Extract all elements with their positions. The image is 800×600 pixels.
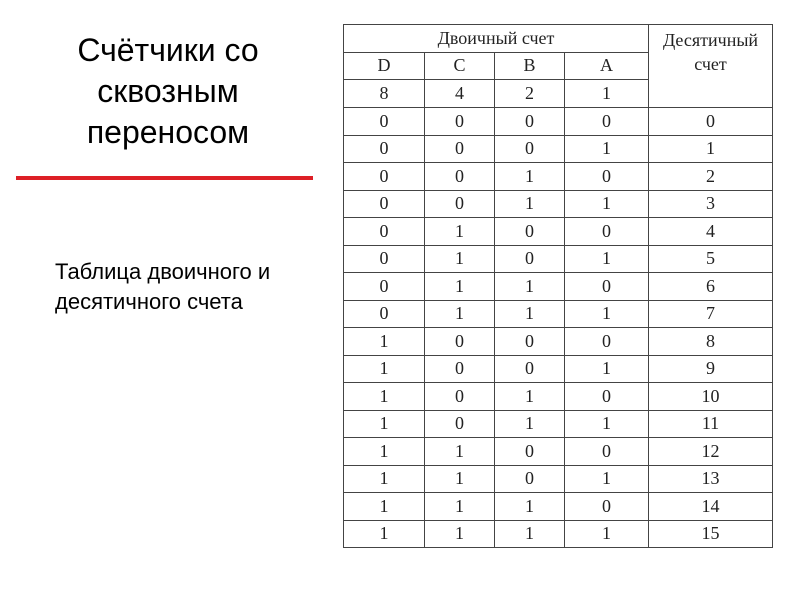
binary-digit-cell: 0 bbox=[565, 108, 649, 136]
slide-caption: Таблица двоичного и десятичного счета bbox=[55, 259, 271, 314]
decimal-value-cell: 2 bbox=[649, 163, 773, 191]
decimal-value-cell: 11 bbox=[649, 410, 773, 438]
bit-weight: 4 bbox=[425, 80, 495, 108]
binary-digit-cell: 1 bbox=[344, 355, 425, 383]
binary-digit-cell: 1 bbox=[565, 465, 649, 493]
binary-digit-cell: 1 bbox=[495, 383, 565, 411]
binary-digit-cell: 0 bbox=[495, 245, 565, 273]
decimal-value-cell: 8 bbox=[649, 328, 773, 356]
bit-column-header: C bbox=[425, 52, 495, 80]
table-row bbox=[344, 218, 773, 246]
table-row bbox=[344, 190, 773, 218]
binary-digit-cell: 1 bbox=[425, 465, 495, 493]
decimal-value-cell: 1 bbox=[649, 135, 773, 163]
binary-digit-cell: 1 bbox=[565, 410, 649, 438]
binary-digit-cell: 0 bbox=[344, 273, 425, 301]
table-row bbox=[344, 493, 773, 521]
binary-digit-cell: 1 bbox=[495, 520, 565, 548]
decimal-value-cell: 6 bbox=[649, 273, 773, 301]
binary-digit-cell: 1 bbox=[425, 245, 495, 273]
bit-weight: 2 bbox=[495, 80, 565, 108]
binary-digit-cell: 1 bbox=[425, 493, 495, 521]
decimal-value-cell: 0 bbox=[649, 108, 773, 136]
binary-digit-cell: 1 bbox=[344, 383, 425, 411]
table-row bbox=[344, 108, 773, 136]
binary-digit-cell: 1 bbox=[565, 135, 649, 163]
decimal-value-cell: 5 bbox=[649, 245, 773, 273]
table-row bbox=[344, 245, 773, 273]
table-row bbox=[344, 163, 773, 191]
binary-digit-cell: 0 bbox=[495, 108, 565, 136]
binary-digit-cell: 0 bbox=[495, 218, 565, 246]
slide-title: Счётчики со сквозным переносом bbox=[77, 32, 259, 150]
binary-digit-cell: 0 bbox=[344, 218, 425, 246]
binary-digit-cell: 1 bbox=[495, 190, 565, 218]
binary-digit-cell: 0 bbox=[344, 135, 425, 163]
binary-digit-cell: 1 bbox=[344, 328, 425, 356]
table-row bbox=[344, 520, 773, 548]
decimal-value-cell: 14 bbox=[649, 493, 773, 521]
bit-column-header: A bbox=[565, 52, 649, 80]
binary-digit-cell: 0 bbox=[425, 410, 495, 438]
table-row bbox=[344, 410, 773, 438]
binary-digit-cell: 1 bbox=[495, 410, 565, 438]
table-row bbox=[344, 328, 773, 356]
binary-digit-cell: 0 bbox=[495, 355, 565, 383]
table-row bbox=[344, 383, 773, 411]
binary-digit-cell: 1 bbox=[425, 300, 495, 328]
binary-digit-cell: 0 bbox=[425, 383, 495, 411]
binary-digit-cell: 0 bbox=[495, 465, 565, 493]
decimal-value-cell: 10 bbox=[649, 383, 773, 411]
binary-digit-cell: 1 bbox=[425, 520, 495, 548]
table-row bbox=[344, 465, 773, 493]
binary-digit-cell: 1 bbox=[565, 300, 649, 328]
binary-digit-cell: 1 bbox=[565, 190, 649, 218]
binary-digit-cell: 1 bbox=[344, 520, 425, 548]
binary-digit-cell: 1 bbox=[344, 493, 425, 521]
table-row bbox=[344, 300, 773, 328]
binary-digit-cell: 0 bbox=[495, 438, 565, 466]
bit-weight: 1 bbox=[565, 80, 649, 108]
binary-digit-cell: 0 bbox=[565, 273, 649, 301]
decimal-value-cell: 9 bbox=[649, 355, 773, 383]
bit-weight: 8 bbox=[344, 80, 425, 108]
binary-digit-cell: 1 bbox=[344, 465, 425, 493]
binary-digit-cell: 0 bbox=[344, 300, 425, 328]
binary-digit-cell: 1 bbox=[495, 300, 565, 328]
binary-digit-cell: 0 bbox=[425, 328, 495, 356]
binary-digit-cell: 0 bbox=[565, 163, 649, 191]
table-body bbox=[344, 108, 773, 548]
binary-digit-cell: 0 bbox=[565, 493, 649, 521]
binary-digit-cell: 0 bbox=[425, 108, 495, 136]
binary-digit-cell: 1 bbox=[425, 218, 495, 246]
decimal-count-header: Десятичный счет bbox=[649, 25, 773, 108]
binary-digit-cell: 0 bbox=[425, 190, 495, 218]
bit-column-header: D bbox=[344, 52, 425, 80]
binary-digit-cell: 1 bbox=[344, 410, 425, 438]
binary-digit-cell: 0 bbox=[565, 383, 649, 411]
binary-digit-cell: 0 bbox=[344, 245, 425, 273]
bit-column-header: B bbox=[495, 52, 565, 80]
binary-digit-cell: 0 bbox=[495, 328, 565, 356]
binary-count-header: Двоичный счет bbox=[344, 25, 649, 53]
decimal-value-cell: 15 bbox=[649, 520, 773, 548]
table-row bbox=[344, 135, 773, 163]
table-row bbox=[344, 355, 773, 383]
decimal-value-cell: 4 bbox=[649, 218, 773, 246]
binary-digit-cell: 1 bbox=[565, 520, 649, 548]
binary-digit-cell: 1 bbox=[565, 245, 649, 273]
decimal-value-cell: 12 bbox=[649, 438, 773, 466]
binary-digit-cell: 0 bbox=[425, 163, 495, 191]
binary-digit-cell: 1 bbox=[425, 273, 495, 301]
table-row bbox=[344, 438, 773, 466]
title-underline bbox=[16, 176, 313, 180]
binary-digit-cell: 0 bbox=[565, 328, 649, 356]
decimal-value-cell: 3 bbox=[649, 190, 773, 218]
binary-digit-cell: 0 bbox=[344, 190, 425, 218]
binary-digit-cell: 0 bbox=[344, 108, 425, 136]
table-row bbox=[344, 273, 773, 301]
binary-digit-cell: 1 bbox=[495, 493, 565, 521]
binary-digit-cell: 1 bbox=[425, 438, 495, 466]
binary-decimal-table bbox=[343, 24, 773, 548]
binary-digit-cell: 0 bbox=[565, 438, 649, 466]
binary-digit-cell: 0 bbox=[425, 135, 495, 163]
binary-digit-cell: 1 bbox=[495, 273, 565, 301]
decimal-value-cell: 7 bbox=[649, 300, 773, 328]
binary-digit-cell: 0 bbox=[495, 135, 565, 163]
binary-digit-cell: 1 bbox=[495, 163, 565, 191]
binary-digit-cell: 1 bbox=[565, 355, 649, 383]
binary-digit-cell: 0 bbox=[565, 218, 649, 246]
binary-digit-cell: 0 bbox=[344, 163, 425, 191]
binary-digit-cell: 0 bbox=[425, 355, 495, 383]
decimal-value-cell: 13 bbox=[649, 465, 773, 493]
binary-digit-cell: 1 bbox=[344, 438, 425, 466]
